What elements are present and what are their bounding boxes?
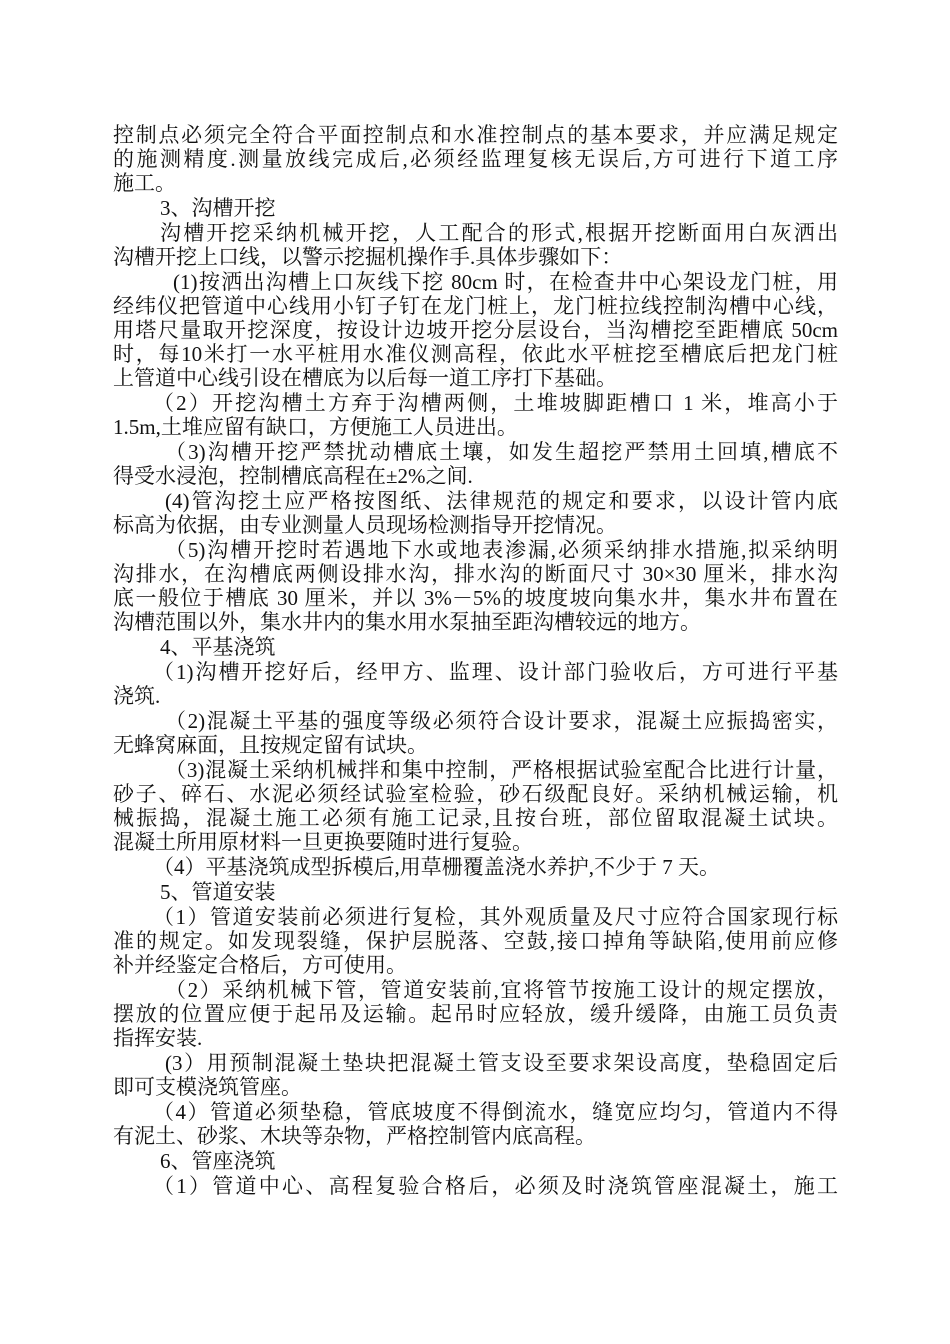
paragraph <box>113 855 838 879</box>
paragraph <box>113 905 838 977</box>
text-line: 有泥土、砂浆、木块等杂物，严格控制管内底高程。 <box>113 1124 596 1148</box>
text-line: （2）开挖沟槽土方弃于沟槽两侧，土堆坡脚距槽口 1 米，堆高小于 <box>153 391 838 415</box>
paragraph <box>113 978 838 1050</box>
text-line: （3)沟槽开挖严禁扰动槽底土壤，如发生超挖严禁用土回填,槽底不 <box>165 440 838 464</box>
text-line: （1）管道中心、高程复验合格后，必须及时浇筑管座混凝土，施工 <box>153 1174 838 1198</box>
text-line: 标高为依据，由专业测量人员现场检测指导开挖情况。 <box>113 513 617 537</box>
paragraph <box>113 440 838 488</box>
text-line: 得受水浸泡，控制槽底高程在±2%之间. <box>113 464 473 488</box>
text-line: （2)混凝土平基的强度等级必须符合设计要求，混凝土应振捣密实， <box>165 709 838 733</box>
document-page <box>113 123 838 1198</box>
text-line: 即可支模浇筑管座。 <box>113 1075 302 1099</box>
section-heading-text: 6、管座浇筑 <box>160 1149 276 1173</box>
section-heading-text: 5、管道安装 <box>160 880 276 904</box>
text-line: 无蜂窝麻面，且按规定留有试块。 <box>113 733 428 757</box>
text-line: （4）平基浇筑成型拆模后,用草栅覆盖浇水养护,不少于 7 天。 <box>153 855 720 879</box>
text-line: 补并经鉴定合格后，方可使用。 <box>113 953 407 977</box>
text-line: 混凝土所用原材料一旦更换要随时进行复验。 <box>113 830 533 854</box>
paragraph <box>113 270 838 390</box>
text-line: （1)沟槽开挖好后，经甲方、监理、设计部门验收后，方可进行平基 <box>153 660 838 684</box>
text-line: 沟槽范围以外，集水井内的集水用水泵抽至距沟槽较远的地方。 <box>113 610 701 634</box>
section-heading <box>113 1149 838 1173</box>
section-heading <box>113 880 838 904</box>
paragraph <box>113 221 838 269</box>
text-line: 控制点必须完全符合平面控制点和水准控制点的基本要求，并应满足规定 <box>113 123 838 147</box>
paragraph <box>113 1100 838 1148</box>
paragraph <box>113 758 838 854</box>
text-line: 施工。 <box>113 171 176 195</box>
text-line: 浇筑. <box>113 684 161 708</box>
text-line: 经纬仪把管道中心线用小钉子钉在龙门桩上，龙门桩拉线控制沟槽中心线， <box>113 294 838 318</box>
text-line: 指挥安装. <box>113 1026 203 1050</box>
text-line: 用塔尺量取开挖深度，按设计边坡开挖分层设台，当沟槽挖至距槽底 50cm <box>113 318 838 342</box>
text-line: 的施测精度.测量放线完成后,必须经监理复核无误后,方可进行下道工序 <box>113 147 838 171</box>
text-line: 底一般位于槽底 30 厘米，并以 3%－5%的坡度坡向集水井，集水井布置在 <box>113 586 838 610</box>
paragraph <box>113 709 838 757</box>
text-line: 械振捣，混凝土施工必须有施工记录,且按台班，部位留取混凝土试块。 <box>113 806 838 830</box>
section-heading <box>113 196 838 220</box>
paragraph <box>113 391 838 439</box>
text-line: （3)混凝土采纳机械拌和集中控制，严格根据试验室配合比进行计量， <box>165 758 838 782</box>
section-heading-text: 3、沟槽开挖 <box>160 196 276 220</box>
section-heading-text: 4、平基浇筑 <box>160 635 276 659</box>
text-line: 1.5m,土堆应留有缺口，方便施工人员进出。 <box>113 415 518 439</box>
paragraph <box>113 489 838 537</box>
paragraph <box>113 1174 838 1198</box>
text-line: 砂子、碎石、水泥必须经试验室检验，砂石级配良好。采纳机械运输，机 <box>113 782 838 806</box>
text-line: 时，每10米打一水平桩用水准仪测高程，依此水平桩挖至槽底后把龙门桩 <box>113 342 838 366</box>
text-line: (4)管沟挖土应严格按图纸、法律规范的规定和要求，以设计管内底 <box>165 489 838 513</box>
text-line: (1)按洒出沟槽上口灰线下挖 80cm 时，在检查井中心架设龙门桩，用 <box>173 270 838 294</box>
text-line: （2）采纳机械下管，管道安装前,宜将管节按施工设计的规定摆放， <box>165 978 838 1002</box>
paragraph <box>113 1051 838 1099</box>
paragraph <box>113 538 838 634</box>
paragraph <box>113 660 838 708</box>
text-line: （4）管道必须垫稳，管底坡度不得倒流水，缝宽应均匀，管道内不得 <box>153 1100 838 1124</box>
text-line: （1）管道安装前必须进行复检，其外观质量及尺寸应符合国家现行标 <box>153 905 838 929</box>
text-line: 上管道中心线引设在槽底为以后每一道工序打下基础。 <box>113 366 617 390</box>
text-line: 准的规定。如发现裂缝，保护层脱落、空鼓,接口掉角等缺陷,使用前应修 <box>113 929 838 953</box>
text-line: 沟排水，在沟槽底两侧设排水沟，排水沟的断面尺寸 30×30 厘米，排水沟 <box>113 562 838 586</box>
paragraph-continued <box>113 123 838 195</box>
section-heading <box>113 635 838 659</box>
text-line: 沟槽开挖采纳机械开挖，人工配合的形式,根据开挖断面用白灰洒出 <box>160 221 838 245</box>
text-line: （5)沟槽开挖时若遇地下水或地表渗漏,必须采纳排水措施,拟采纳明 <box>165 538 838 562</box>
text-line: 摆放的位置应便于起吊及运输。起吊时应轻放，缓升缓降，由施工员负责 <box>113 1002 838 1026</box>
text-line: 沟槽开挖上口线，以警示挖掘机操作手.具体步骤如下： <box>113 245 623 269</box>
text-line: (3）用预制混凝土垫块把混凝土管支设至要求架设高度，垫稳固定后 <box>165 1051 838 1075</box>
